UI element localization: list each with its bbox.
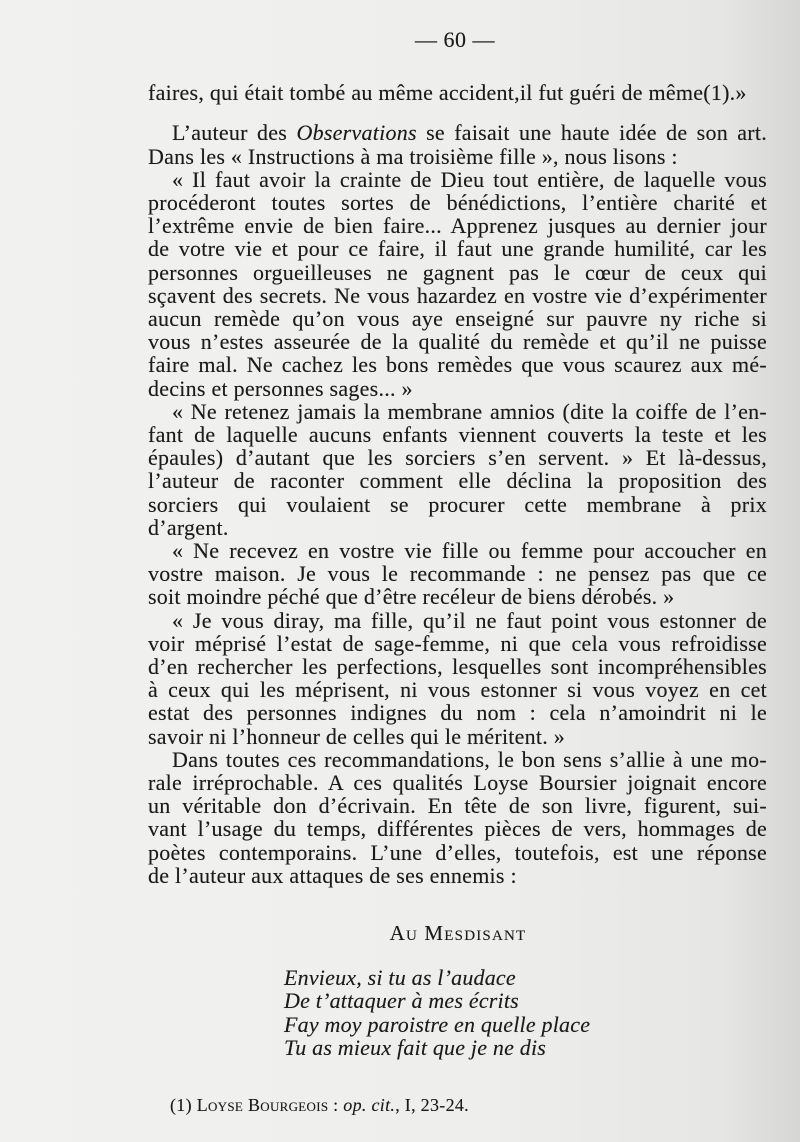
poem-title: Au Mesdisant bbox=[389, 921, 527, 945]
text-line: faire mal. Ne cachez les bons remèdes que vous scaurez aux mé- bbox=[148, 352, 767, 378]
footnote-segment: , I, 23-24. bbox=[395, 1095, 469, 1115]
text-line: rale irréprochable. A ces qualités Loyse Boursier joignait encore bbox=[148, 770, 767, 796]
text-line: personnes orgueilleuses ne gagnent pas le cœur de ceux qui bbox=[148, 259, 767, 285]
italic-text: Observations bbox=[296, 120, 417, 146]
text-line: à ceux qui les méprisent, ni vous estonner si vous voyez en cet bbox=[148, 677, 767, 703]
paragraph bbox=[148, 539, 767, 609]
text-line: sorciers qui voulaient se procurer cette membrane à prix bbox=[148, 491, 767, 517]
paragraph bbox=[148, 121, 767, 167]
text-line: estat des personnes indignes du nom : cela n’amoindrit ni le bbox=[148, 700, 767, 726]
text-line: Dans les « Instructions à ma troisième fille », nous lisons : bbox=[148, 143, 678, 169]
poem-line: Envieux, si tu as l’audace bbox=[284, 965, 516, 990]
poem-line: De t’attaquer à mes écrits bbox=[284, 988, 519, 1014]
footnote-segment: (1) bbox=[170, 1095, 197, 1115]
text-line: « Ne recevez en vostre vie fille ou femme pour accoucher en bbox=[172, 538, 767, 564]
text-line: faires, qui était tombé au même accident,il fut guéri de même(1).» bbox=[148, 80, 747, 105]
text-line: procéderont toutes sortes de bénédictions, l’entière charité et bbox=[148, 190, 767, 215]
poem bbox=[284, 966, 704, 1059]
paragraph bbox=[148, 609, 767, 748]
text-line: fant de laquelle aucuns enfants viennent couverts la teste et les bbox=[148, 422, 767, 448]
poem-line: Tu as mieux fait que je ne dis bbox=[284, 1034, 547, 1060]
paragraph bbox=[148, 400, 767, 539]
footnote bbox=[170, 1093, 730, 1117]
body-text bbox=[148, 81, 767, 887]
footnote-segment: : bbox=[328, 1095, 344, 1115]
page-number: — 60 — bbox=[415, 27, 495, 52]
text-line: Dans toutes ces recommandations, le bon sens s’allie à une mo- bbox=[172, 746, 767, 772]
text-line: voir méprisé l’estat de sage-femme, ni que cela vous refroidisse bbox=[148, 630, 767, 656]
text-line: de votre vie et pour ce faire, il faut une grande humilité, car les bbox=[148, 236, 767, 262]
text-line: épaules) d’autant que les sorciers s’en servent. » Et là-dessus, bbox=[148, 445, 767, 471]
text-line: l’extrême envie de bien faire... Apprenez jusques au dernier jour bbox=[148, 213, 767, 239]
text-line: sçavent des secrets. Ne vous hazardez en vostre vie d’expérimenter bbox=[148, 282, 767, 308]
text-line: vous n’estes asseurée de la qualité du remède et qu’il ne puisse bbox=[148, 329, 767, 355]
text-line: vant l’usage du temps, différentes pièces de vers, hommages de bbox=[148, 816, 767, 842]
text-line: vostre maison. Je vous le recommande : ne pensez pas que ce bbox=[148, 561, 767, 587]
text-line: de l’auteur aux attaques de ses ennemis : bbox=[148, 862, 517, 888]
text-line: poètes contemporains. L’une d’elles, toutefois, est une réponse bbox=[148, 839, 767, 865]
poem-line: Fay moy paroistre en quelle place bbox=[284, 1011, 591, 1037]
text-line bbox=[148, 121, 767, 144]
text-line: savoir ni l’honneur de celles qui le méritent. » bbox=[148, 723, 566, 749]
text-line: decins et personnes sages... » bbox=[148, 375, 413, 401]
footnote-italic: op. cit. bbox=[343, 1095, 396, 1115]
paragraph bbox=[148, 168, 767, 400]
paragraph bbox=[148, 748, 767, 887]
text-line: « Ne retenez jamais la membrane amnios (dite la coiffe de l’en- bbox=[172, 398, 767, 424]
text-line: l’auteur de raconter comment elle déclina la proposition des bbox=[148, 468, 767, 494]
text-line: soit moindre péché que d’être recéleur de biens dérobés. » bbox=[148, 584, 675, 610]
text-line: « Je vous diray, ma fille, qu’il ne faut point vous estonner de bbox=[172, 607, 767, 633]
text-line: d’en rechercher les perfections, lesquelles sont incompréhensibles bbox=[148, 654, 767, 680]
text-line: « Il faut avoir la crainte de Dieu tout entière, de laquelle vous bbox=[172, 166, 767, 192]
text-line: un véritable don d’écrivain. En tête de son livre, figurent, sui- bbox=[148, 793, 767, 819]
text-segment: L’auteur des bbox=[172, 120, 297, 146]
footnote-author: Loyse Bourgeois bbox=[196, 1095, 329, 1115]
paragraph bbox=[148, 81, 767, 104]
text-line: d’argent. bbox=[148, 514, 229, 540]
text-segment: se faisait une haute idée de son art. bbox=[416, 120, 767, 146]
text-line: aucun remède qu’on vous aye enseigné sur pauvre ny riche si bbox=[148, 306, 767, 332]
